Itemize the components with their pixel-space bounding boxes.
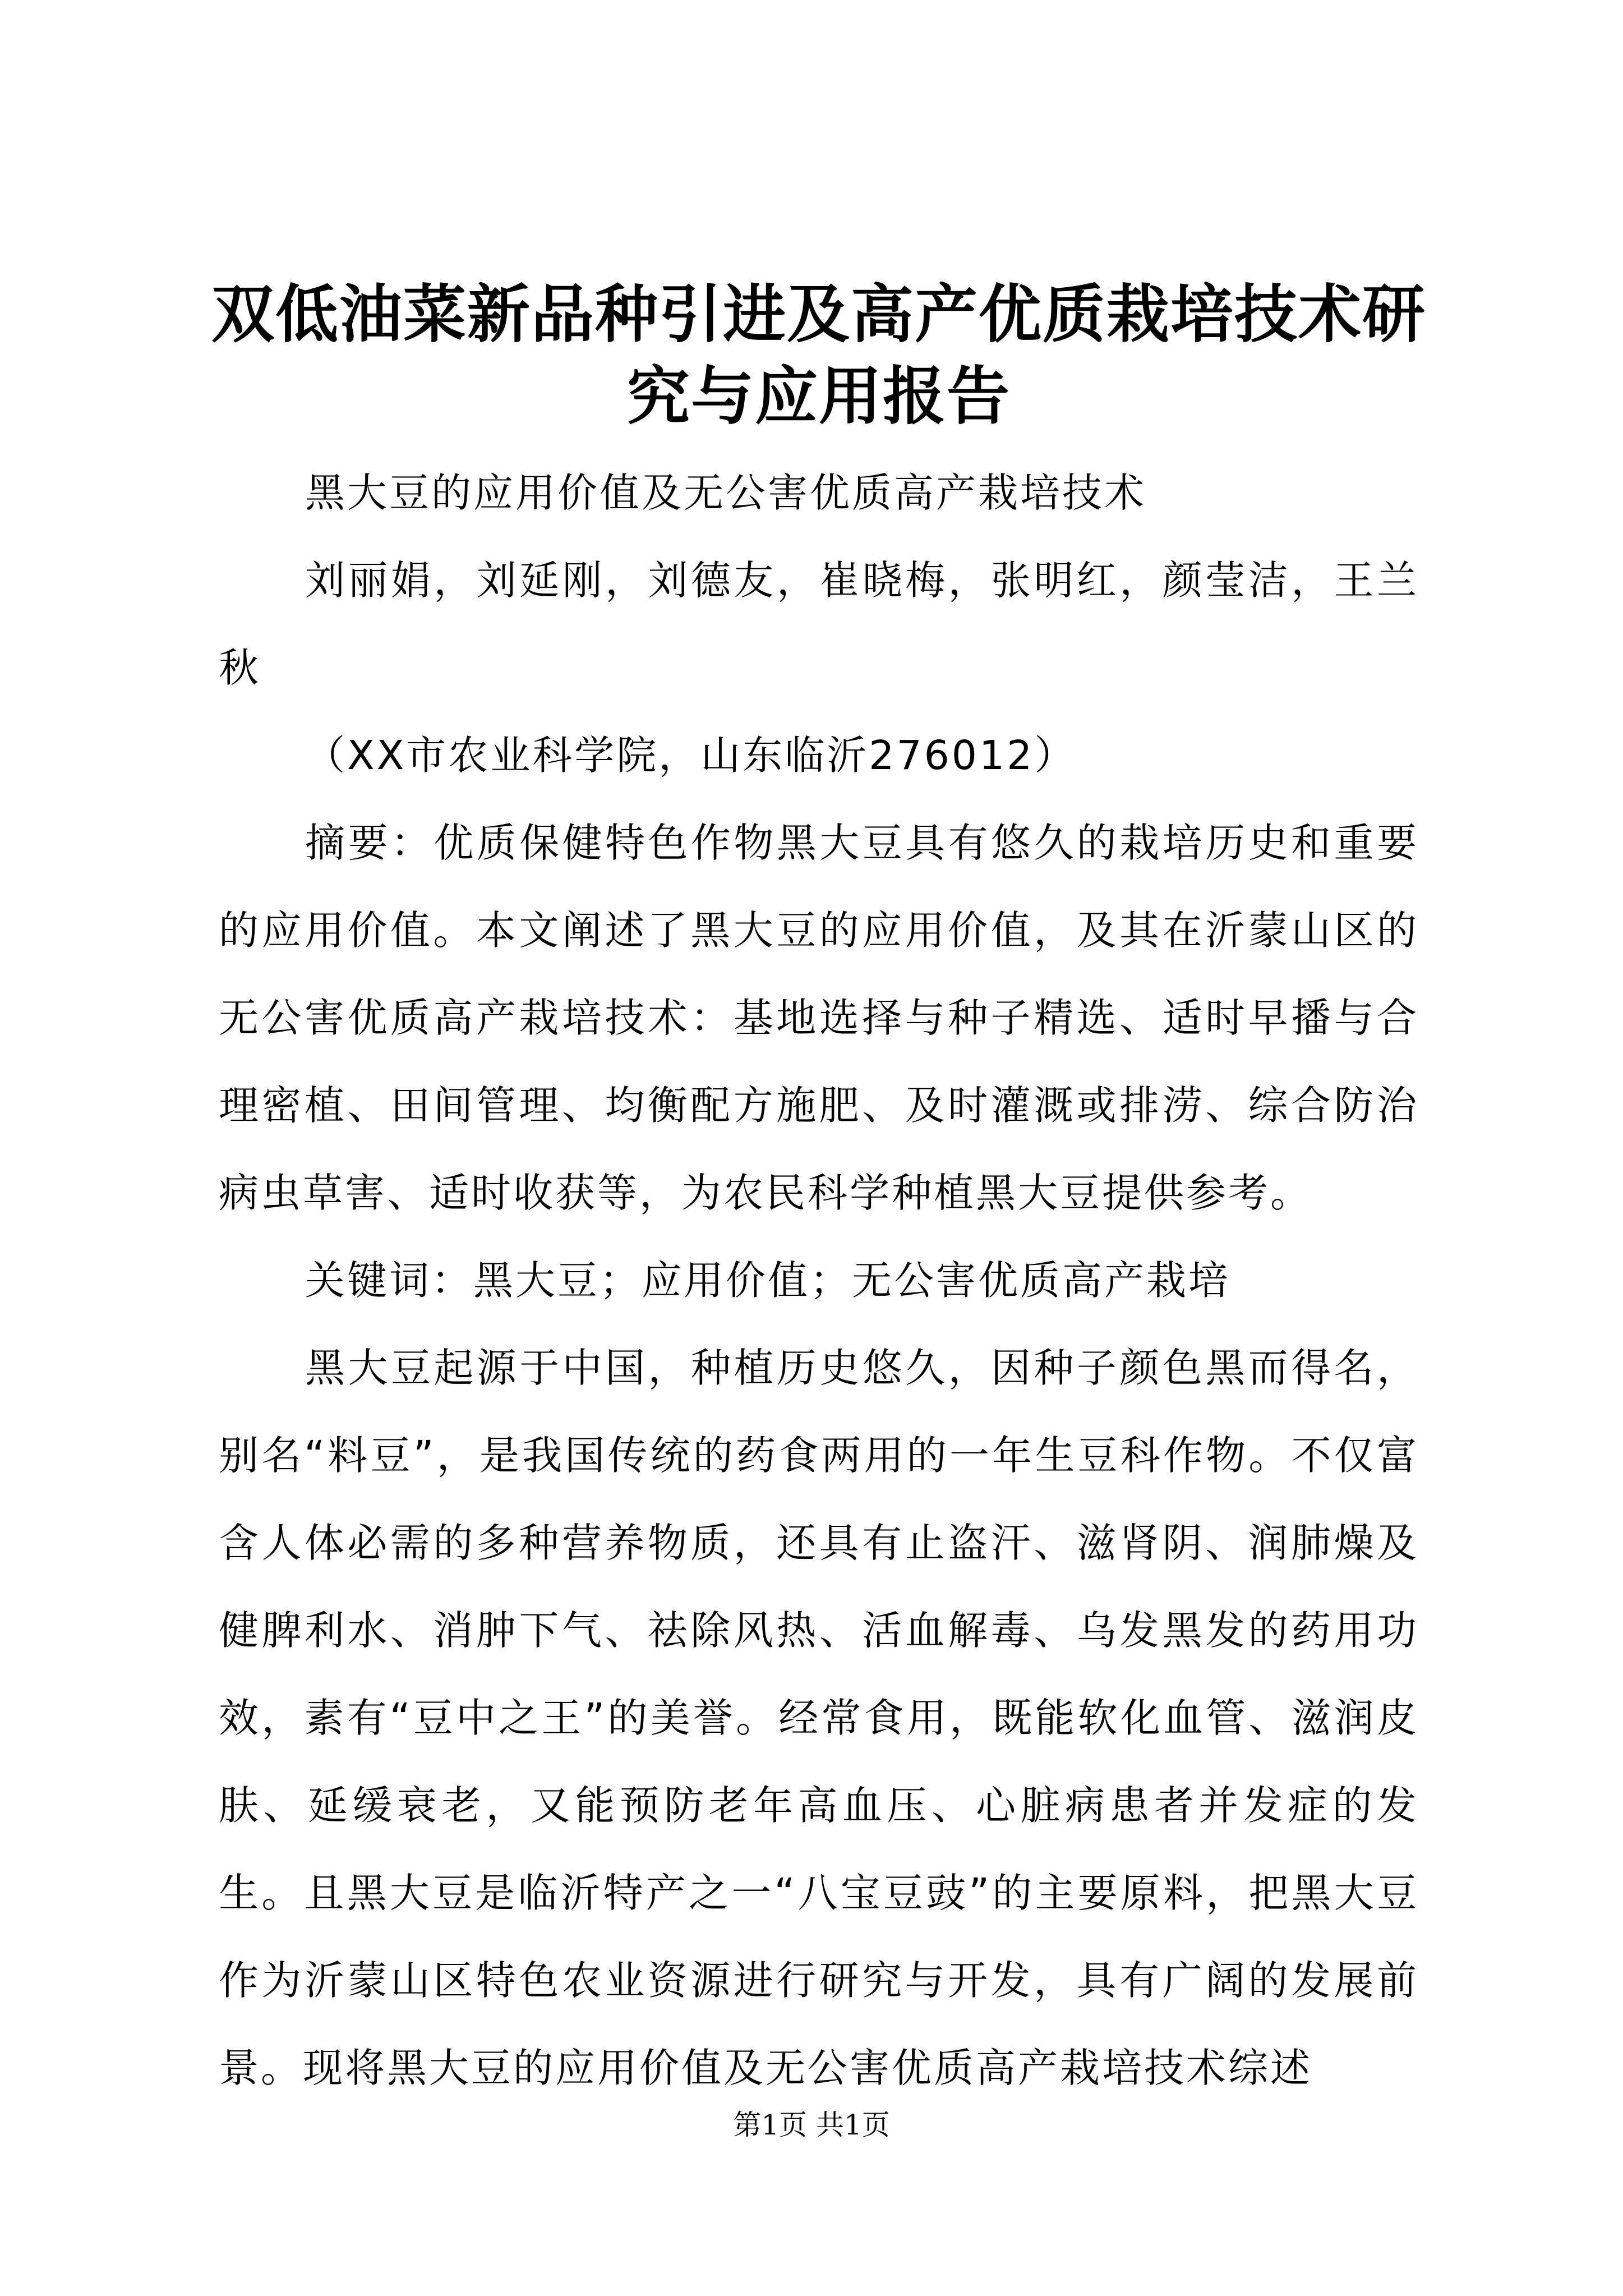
document-title: 双低油菜新品种引进及高产优质栽培技术研究与应用报告 xyxy=(211,278,1426,433)
body-paragraph: 黑大豆起源于中国，种植历史悠久，因种子颜色黑而得名，别名“料豆”，是我国传统的药食两用的一年生豆科作物。不仅富含人体必需的多种营养物质，还具有止盗汗、滋肾阴、润肺燥及健脾利水、消肿下气、祛除风热、活血解毒、乌发黑发的药用功效，素有“豆中之王”的美誉。经常食用，既能软化血管、滋润皮肤、延缓衰老，又能预防老年高血压、心脏病患者并发症的发生。且黑大豆是临沂特产之一“八宝豆豉”的主要原料，把黑大豆作为沂蒙山区特色农业资源进行研究与开发，具有广阔的发展前景。现将黑大豆的应用价值及无公害优质高产栽培技术综述 xyxy=(219,1345,1419,2092)
affiliation-line: （XX市农业科学院，山东临沂276012） xyxy=(305,732,1077,779)
abstract-paragraph: 摘要：优质保健特色作物黑大豆具有悠久的栽培历史和重要的应用价值。本文阐述了黑大豆的应用价值，及其在沂蒙山区的无公害优质高产栽培技术：基地选择与种子精选、适时早播与合理密植、田间管理、均衡配方施肥、及时灌溉或排涝、综合防治病虫草害、适时收获等，为农民科学种植黑大豆提供参考。 xyxy=(219,820,1419,1217)
paper-title: 黑大豆的应用价值及无公害优质高产栽培技术 xyxy=(305,470,1147,517)
page-footer: 第1页 共1页 xyxy=(733,2109,890,2141)
document-content xyxy=(211,0,1426,2112)
authors-line: 刘丽娟，刘延刚，刘德友，崔晓梅，张明红，颜莹洁，王兰秋 xyxy=(219,557,1419,692)
keywords-line: 关键词：黑大豆；应用价值；无公害优质高产栽培 xyxy=(305,1257,1231,1304)
